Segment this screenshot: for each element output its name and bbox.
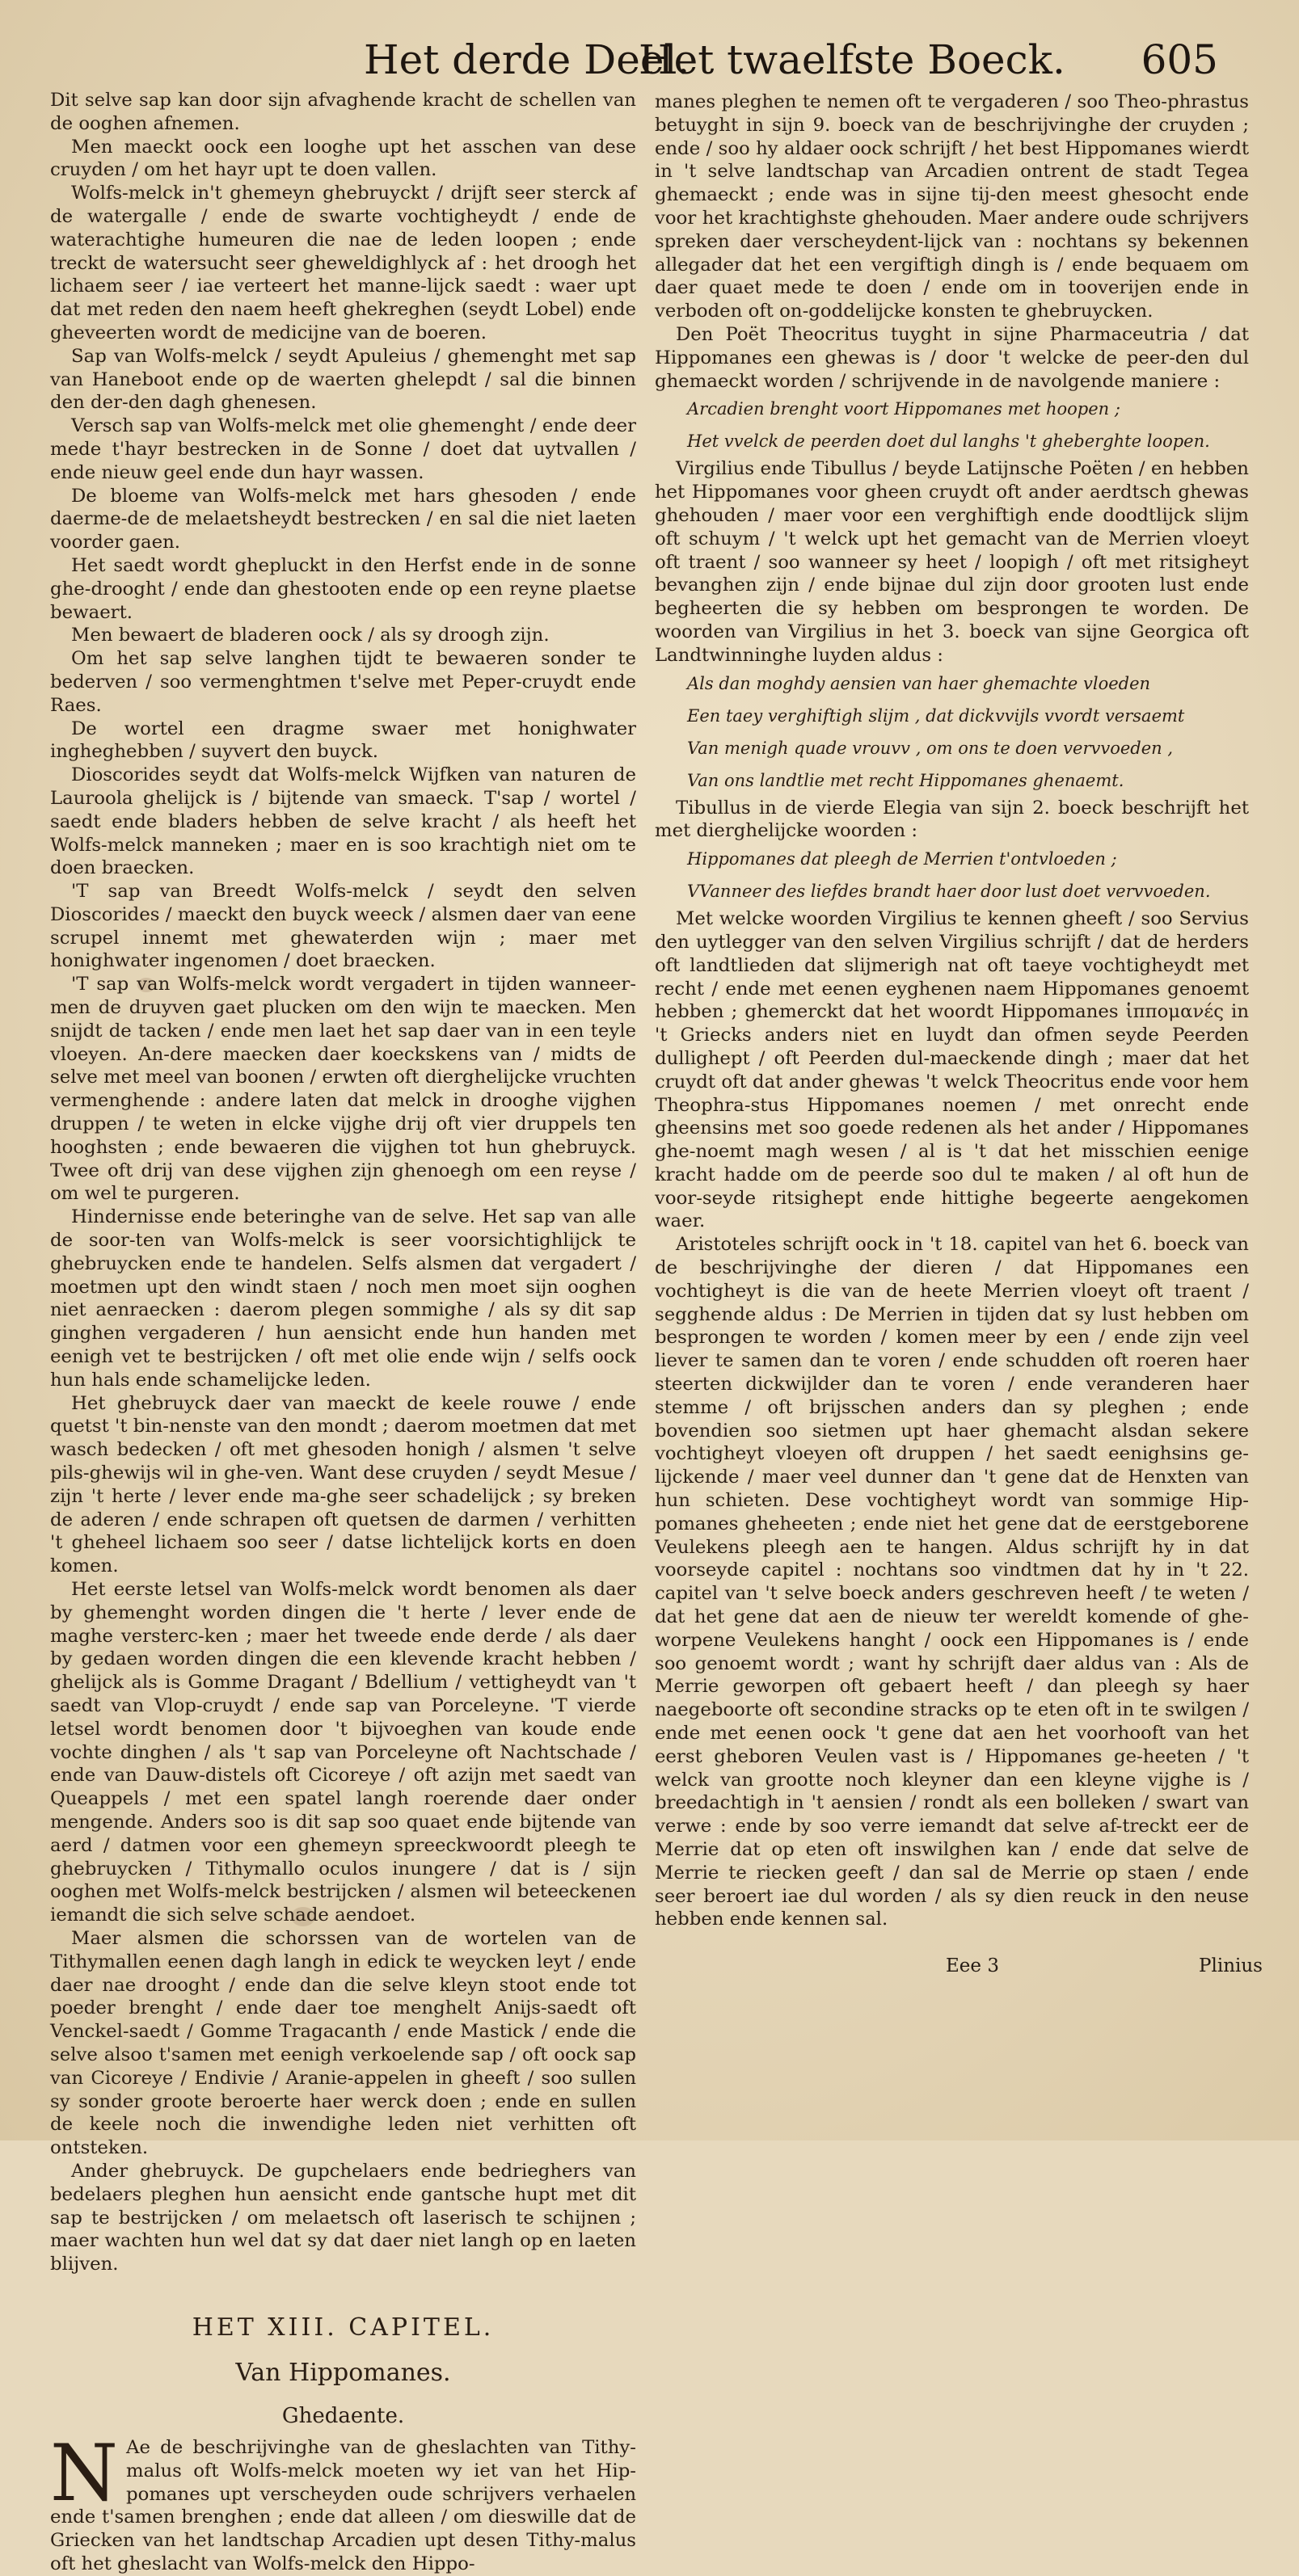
catchword: Plinius: [1199, 1955, 1263, 1976]
chapter-subject: Van Hippomanes.: [235, 2358, 451, 2387]
verse-line: Hippomanes dat pleegh de Merrien t'ontvloeden ;: [687, 849, 1117, 869]
paragraph: Den Poët Theocritus tuyght in sijne Pharmaceutria / dat Hippomanes een ghewas is / door 't welcke de peer-den dul ghemaeckt worden / schrijvende in de navolgende maniere :: [655, 323, 1249, 392]
paragraph: Versch sap van Wolfs-melck met olie ghemenght / ende deer mede t'hayr bestrecken in de Sonne / doet dat uytvallen / ende nieuw geel ende dun hayr wassen.: [50, 415, 636, 483]
paragraph: Dit selve sap kan door sijn afvaghende kracht de schellen van de ooghen afnemen.: [50, 90, 636, 134]
paragraph: De bloeme van Wolfs-melck met hars ghesoden / ende daerme-de de melaetsheydt bestrecken / en sal die niet laeten voorder gaen.: [50, 485, 636, 554]
section-heading: Ghedaente.: [281, 2403, 405, 2428]
verse-line: Van ons landtlie met recht Hippomanes ghenaemt.: [687, 770, 1124, 790]
paragraph: Wolfs-melck in't ghemeyn ghebruyckt / drijft seer sterck af de watergalle / ende de swarte vochtigheydt / ende de waterachtighe humeuren die nae de leden loopen ; ende treckt de watersucht seer gheweldighlyck af : het droogh het lichaem seer / iae verteert het manne-lijck saedt : waer upt dat met reden den naem heeft ghekreghen (seydt Lobel) ende gheveerten wordt de medicijne van de boeren.: [50, 183, 636, 343]
paragraph: Tibullus in de vierde Elegia van sijn 2. boeck beschrijft het met dierghelijcke woorden :: [655, 797, 1249, 842]
verse-line: Een taey verghiftigh slijm , dat dickvvijls vvordt versaemt: [687, 705, 1185, 726]
verse-line: Van menigh quade vrouvv , om ons te doen vervvoeden ,: [687, 738, 1174, 758]
paragraph: Dioscorides seydt dat Wolfs-melck Wijfken van naturen de Lauroola ghelijck is / bijtende van smaeck. T'sap / wortel / saedt ende bladers hebben de selve kracht / als heeft het Wolfs-melck manneken ; maer en is soo krachtigh niet om te doen braecken.: [50, 764, 636, 879]
opening-paragraph: [50, 2427, 636, 2576]
running-header: [348, 31, 1218, 89]
paragraph: Om het sap selve langhen tijdt te bewaeren sonder te bederven / soo vermenghtmen t'selve met Peper-cruydt ende Raes.: [50, 648, 636, 716]
paragraph: manes pleghen te nemen oft te vergaderen / soo Theo-phrastus betuyght in sijn 9. boeck van de beschrijvinghe der cruyden ; ende / soo hy aldaer oock schrijft / het best Hippomanes wierdt in 't selve landtschap van Arcadien ontrent de stadt Tegea ghemaeckt ; ende was in sijne tij-den meest ghesocht ende voor het krachtighste ghehouden. Maer andere oude schrijvers spreken daer verscheydent-lijck van : nochtans sy bekennen allegader dat het een vergiftigh dingh is / ende bequaem om daer quaet mede te doen / ende om in tooverijen ende in verboden oft on-goddelijcke konsten te ghebruycken.: [655, 91, 1249, 322]
verse-line: Als dan moghdy aensien van haer ghemachte vloeden: [687, 673, 1151, 693]
verse-line: Het vvelck de peerden doet dul langhs 't gheberghte loopen.: [687, 431, 1210, 452]
paragraph: Met welcke woorden Virgilius te kennen gheeft / soo Servius den uytlegger van den selven Virgilius schrijft / dat de herders oft landtlieden dat slijmerigh nat oft taeye vochtigheydt met recht / ende met eenen eyghenen naem Hippomanes genoemt hebben ; ghemerckt dat het woordt Hippomanes ἱππομανές in 't Griecks anders niet en luydt dan ofmen seyde Peerden dullighept / oft Peerden dul-maeckende dingh ; maer dat het cruydt oft dat ander ghewas 't welck Theocritus ende voor hem Theophra-stus Hippomanes noemen / met onrecht ende gheensins met soo goede redenen als het ander / Hippomanes ghe-noemt magh wesen / al is 't dat het misschien eenige kracht hadde om de peerde soo dul te maken / al oft hun de voor-seyde ritsighept ende hittighe begeerte aengekomen waer.: [655, 908, 1249, 1232]
page-footer: [946, 1955, 1263, 1988]
paragraph: Hindernisse ende beteringhe van de selve. Het sap van alle de soor-ten van Wolfs-melck is seer voorsichtighlijck te ghebruycken ende te handelen. Selfs alsmen dat vergadert / moetmen upt den windt staen / noch men moet sijn ooghen niet aenraecken : daerom plegen sommighe / als sy dit sap ginghen vergaderen / hun aensicht ende hun handen met eenigh vet te bestrijcken / oft met olie ende wijn / selfs oock hun hals ende schamelijcke leden.: [50, 1206, 636, 1391]
signature-mark: Eee 3: [946, 1955, 999, 1976]
header-book: Het twaelfste Boeck.: [639, 36, 1065, 83]
opening-text: Ae de beschrijvinghe van de gheslachten van Tithy-malus oft Wolfs-melck moeten wy iet van het Hip-pomanes upt verscheyden oude schrijvers verhaelen ende t'samen brenghen ; ende dat alleen / om dieswille dat de Griecken van het landtschap Arcadien upt desen Tithy-malus oft het gheslacht van Wolfs-melck den Hippo-: [50, 2436, 636, 2574]
paragraph: Het eerste letsel van Wolfs-melck wordt benomen als daer by ghemenght worden dingen die 't herte / lever ende de maghe versterc-ken ; maer het tweede ende derde / als daer by gedaen worden dingen die een klevende kracht hebben / ghelijck als is Gomme Dragant / Bdellium / vettigheydt van 't saedt van Vlop-cruydt / ende sap van Porceleyne. 'T vierde letsel wordt benomen door 't bijvoeghen van koude ende vochte dinghen / als 't sap van Porceleyne oft Nachtschade / ende van Dauw-distels oft Cicoreye / oft azijn met saedt van Queappels / met een spatel langh roerende daer onder mengende. Anders soo is dit sap soo quaet ende bijtende van aerd / datmen voor een ghemeyn spreeckwoordt pleegh te ghebruycken / Tithymallo oculos inungere / dat is / sijn ooghen met Wolfs-melck bestrijcken / alsmen wil beteeckenen iemandt die sich selve schade aendoet.: [50, 1579, 636, 1926]
chapter-title: HET XIII. CAPITEL.: [192, 2313, 495, 2342]
paragraph: De wortel een dragme swaer met honighwater ingheghebben / suyvert den buyck.: [50, 718, 636, 763]
left-column: [50, 89, 636, 2576]
paragraph: 'T sap van Breedt Wolfs-melck / seydt den selven Dioscorides / maeckt den buyck weeck / alsmen daer van eene scrupel innemt met ghewaterden wijn ; maer met honighwater ingenomen / doet braecken.: [50, 881, 636, 972]
page-number: 605: [1141, 36, 1218, 83]
verse-line: VVanneer des liefdes brandt haer door lust doet vervvoeden.: [687, 882, 1211, 902]
paragraph: Het ghebruyck daer van maeckt de keele rouwe / ende quetst 't bin-nenste van den mondt ; daerom moetmen dat met wasch bedecken / oft met ghesoden honigh / alsmen 't selve pils-ghewijs wil in ghe-ven. Want dese cruyden / seydt Mesue / zijn 't herte / lever ende ma-ghe seer schadelijck ; sy breken de aderen / ende schrapen oft quetsen de darmen / verhitten 't gheheel lichaem soo seer / datse lichtelijck korts en doen komen.: [50, 1392, 636, 1577]
paragraph: Ander ghebruyck. De gupchelaers ende bedrieghers van bedelaers pleghen hun aensicht ende gantsche hupt met dit sap te bestrijcken / om melaetsch oft laserisch te schijnen ; maer wachten hun wel dat sy dat daer niet langh op en laeten blijven.: [50, 2160, 636, 2275]
drop-cap: N: [50, 2427, 118, 2519]
paragraph: Sap van Wolfs-melck / seydt Apuleius / ghemenght met sap van Haneboot ende op de waerten ghelepdt / sal die binnen den der-den dagh ghenesen.: [50, 345, 636, 414]
paragraph: Men bewaert de bladeren oock / als sy droogh zijn.: [71, 625, 550, 646]
paragraph: Aristoteles schrijft oock in 't 18. capitel van het 6. boeck van de beschrijvinghe der dieren / dat Hippomanes een vochtigheyt is die van de heete Merrien vloeyt oft traent / segghende aldus : De Merrien in tijden dat sy lust hebben om besprongen te worden / komen meer by een / ende zijn veel liever te samen dan te voren / ende schudden oft roeren haer steerten dickwijlder dan te voren / ende veranderen haer stemme / oft brijsschen anders dan sy pleghen ; ende bovendien soo sietmen upt haer ghemacht alsdan sekere vochtigheyt vloeyen oft druppen / het saedt eenighsins ge-lijckende / maer veel dunner dan 't gene dat de Henxten van hun schieten. Dese vochtigheyt wordt van sommige Hip-pomanes gheheeten ; ende niet het gene dat de eerstgeborene Veulekens pleegh aen te hangen. Aldus schrijft hy in dat voorseyde capitel : nochtans soo vindtmen dat hy in 't 22. capitel van 't selve boeck anders geschreven heeft / te weten / dat het gene dat aen de nieuw ter wereldt komende of ghe-worpene Veulekens hanght / oock een Hippomanes is / ende soo genoemt wordt ; want hy schrijft daer aldus van : Als de Merrie geworpen oft gebaert heeft / dan pleegh sy haer naegeboorte oft secondine stracks op te eten oft in te swilgen / ende met eenen oock 't gene dat aen het voorhooft van het eerst gheboren Veulen vast is / Hippomanes ge-heeten / 't welck van grootte noch kleyner dan een kleyne vijghe is / breedachtigh in 't aensien / rondt als een bolleken / swart van verwe : ende by soo verre iemandt dat selve af-treckt eer de Merrie dat op eten oft inswilghen kan / ende dat selve de Merrie te riecken geeft / dan sal de Merrie op staen / ende seer beroert iae dul worden / als sy dien reuck in den neuse hebben ende kennen sal.: [655, 1234, 1249, 1930]
verse-line: Arcadien brenght voort Hippomanes met hoopen ;: [687, 399, 1120, 419]
header-part: Het derde Deel.: [364, 36, 690, 83]
paragraph: 'T sap van Wolfs-melck wordt vergadert in tijden wanneer-men de druyven gaet plucken om den wijn te maecken. Men snijdt de tacken / ende men laet het sap daer van in een teyle vloeyen. An-dere maecken daer koeckskens van / midts de selve met meel van boonen / erwten oft dierghelijcke vruchten vermenghende : andere laten dat melck in drooghe vijghen druppen / te weten in elcke vijghe drij oft vier druppels ten hooghsten ; ende bewaeren die vijghen tot hun ghebruyck. Twee oft drij van dese vijghen zijn ghenoegh om een reyse / om wel te purgeren.: [50, 974, 636, 1205]
paragraph: Het saedt wordt ghepluckt in den Herfst ende in de sonne ghe-drooght / ende dan ghestooten ende op een reyne plaetse bewaert.: [50, 554, 636, 623]
right-column: [655, 90, 1249, 1931]
paragraph: Virgilius ende Tibullus / beyde Latijnsche Poëten / en hebben het Hippomanes voor gheen cruydt oft ander aerdtsch ghewas ghehouden / maer voor een verghiftigh ende doodtlijck slijm oft schuym / 't welck upt het gemacht van de Merrien vloeyt oft traent / soo wanneer sy heet / loopigh / oft met ritsigheyt bevanghen zijn / ende bijnae dul zijn door grooten lust ende begheerten die sy hebben om besprongen te worden. De woorden van Virgilius in het 3. boeck van sijne Georgica oft Landtwinninghe luyden aldus :: [655, 458, 1249, 666]
paragraph: Maer alsmen die schorssen van de wortelen van de Tithymallen eenen dagh langh in edick te weycken leyt / ende daer nae drooght / ende dan die selve kleyn stoot ende tot poeder brenght / ende daer toe menghelt Anijs-saedt oft Venckel-saedt / Gomme Tragacanth / ende Mastick / ende die selve alsoo t'samen met eenigh verkoelende sap / oft oock sap van Cicoreye / Endivie / Aranie-appelen in gheeft / soo sullen sy sonder groote beroerte haer werck doen ; ende en sullen de keele noch die inwendighe leden niet verhitten oft ontsteken.: [50, 1927, 636, 2159]
paragraph: Men maeckt oock een looghe upt het asschen van dese cruyden / om het hayr upt te doen vallen.: [50, 136, 636, 181]
